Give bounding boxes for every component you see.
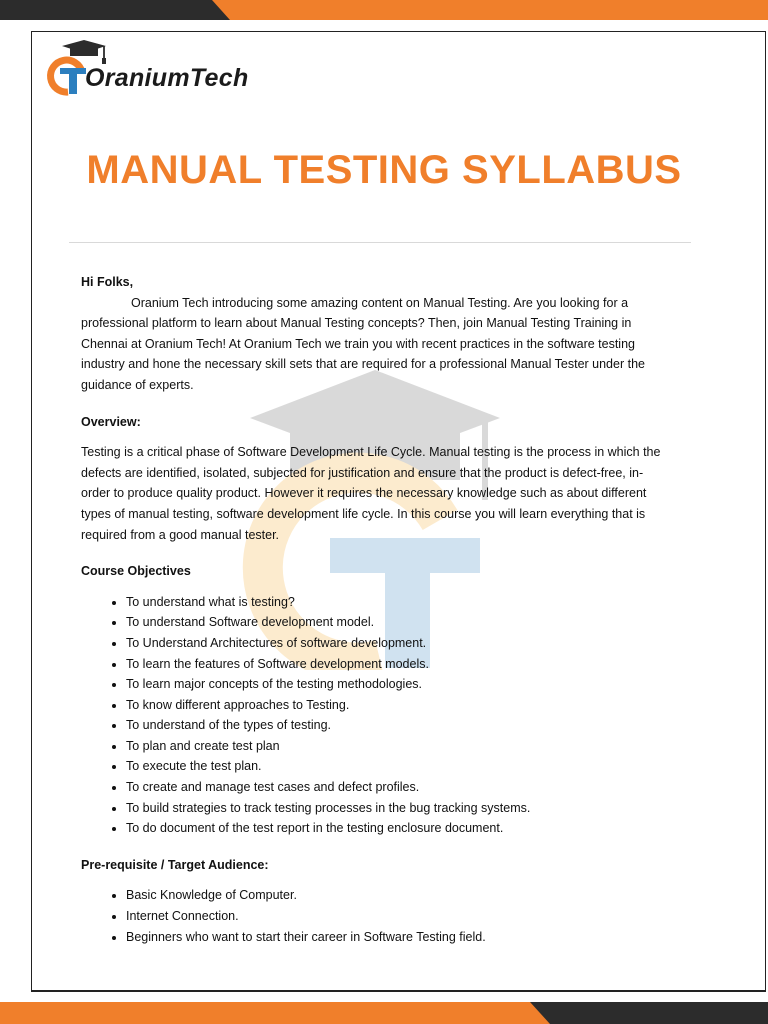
prerequisites-heading: Pre-requisite / Target Audience: <box>81 857 269 872</box>
greeting: Hi Folks, <box>81 275 134 289</box>
list-item: • Beginners who want to start their career in Software Testing field. <box>126 927 671 948</box>
objectives-list <box>81 592 671 839</box>
top-decorative-band <box>0 0 768 20</box>
list-item: • To learn the features of Software development models. <box>126 654 671 675</box>
overview-heading: Overview: <box>81 414 141 429</box>
list-item: • Basic Knowledge of Computer. <box>126 885 671 906</box>
overview-paragraph: Testing is a critical phase of Software Development Life Cycle. Manual testing is the process in which the defects are identified, isolated, subjected for justification and ensure that the product is defect-free, in-order to produce quality product. However it requires the necessary knowledge such as about different types of manual testing, software development life cycle. In this course you will learn everything that is required from a good manual tester. <box>81 445 661 542</box>
list-item: • Internet Connection. <box>126 906 671 927</box>
list-item: • To build strategies to track testing processes in the bug tracking systems. <box>126 798 671 819</box>
objectives-heading: Course Objectives <box>81 564 191 579</box>
list-item: • To create and manage test cases and defect profiles. <box>126 777 671 798</box>
list-item: • To understand Software development model. <box>126 612 671 633</box>
intro-paragraph: Oranium Tech introducing some amazing content on Manual Testing. Are you looking for a professional platform to learn about Manual Testing concepts? Then, join Manual Testing Training in Chennai at Oranium Tech! At Oranium Tech we train you with recent practices in the software testing industry and hone the necessary skill sets that are required for a professional Manual Tester under the guidance of experts. <box>81 295 645 392</box>
prerequisites-list <box>81 885 671 947</box>
list-item: • To plan and create test plan <box>126 736 671 757</box>
list-item: • To know different approaches to Testing. <box>126 695 671 716</box>
brand-name: OraniumTech <box>85 64 249 92</box>
list-item: • To understand of the types of testing. <box>126 715 671 736</box>
list-item: • To Understand Architectures of software development. <box>126 633 671 654</box>
bottom-decorative-band <box>0 1002 768 1024</box>
page-title: MANUAL TESTING SYLLABUS <box>86 148 682 192</box>
list-item: • To execute the test plan. <box>126 756 671 777</box>
list-item: • To learn major concepts of the testing methodologies. <box>126 674 671 695</box>
list-item: • To do document of the test report in the testing enclosure document. <box>126 818 671 839</box>
list-item: • To understand what is testing? <box>126 592 671 613</box>
title-divider <box>69 242 691 243</box>
document-body <box>81 272 671 947</box>
